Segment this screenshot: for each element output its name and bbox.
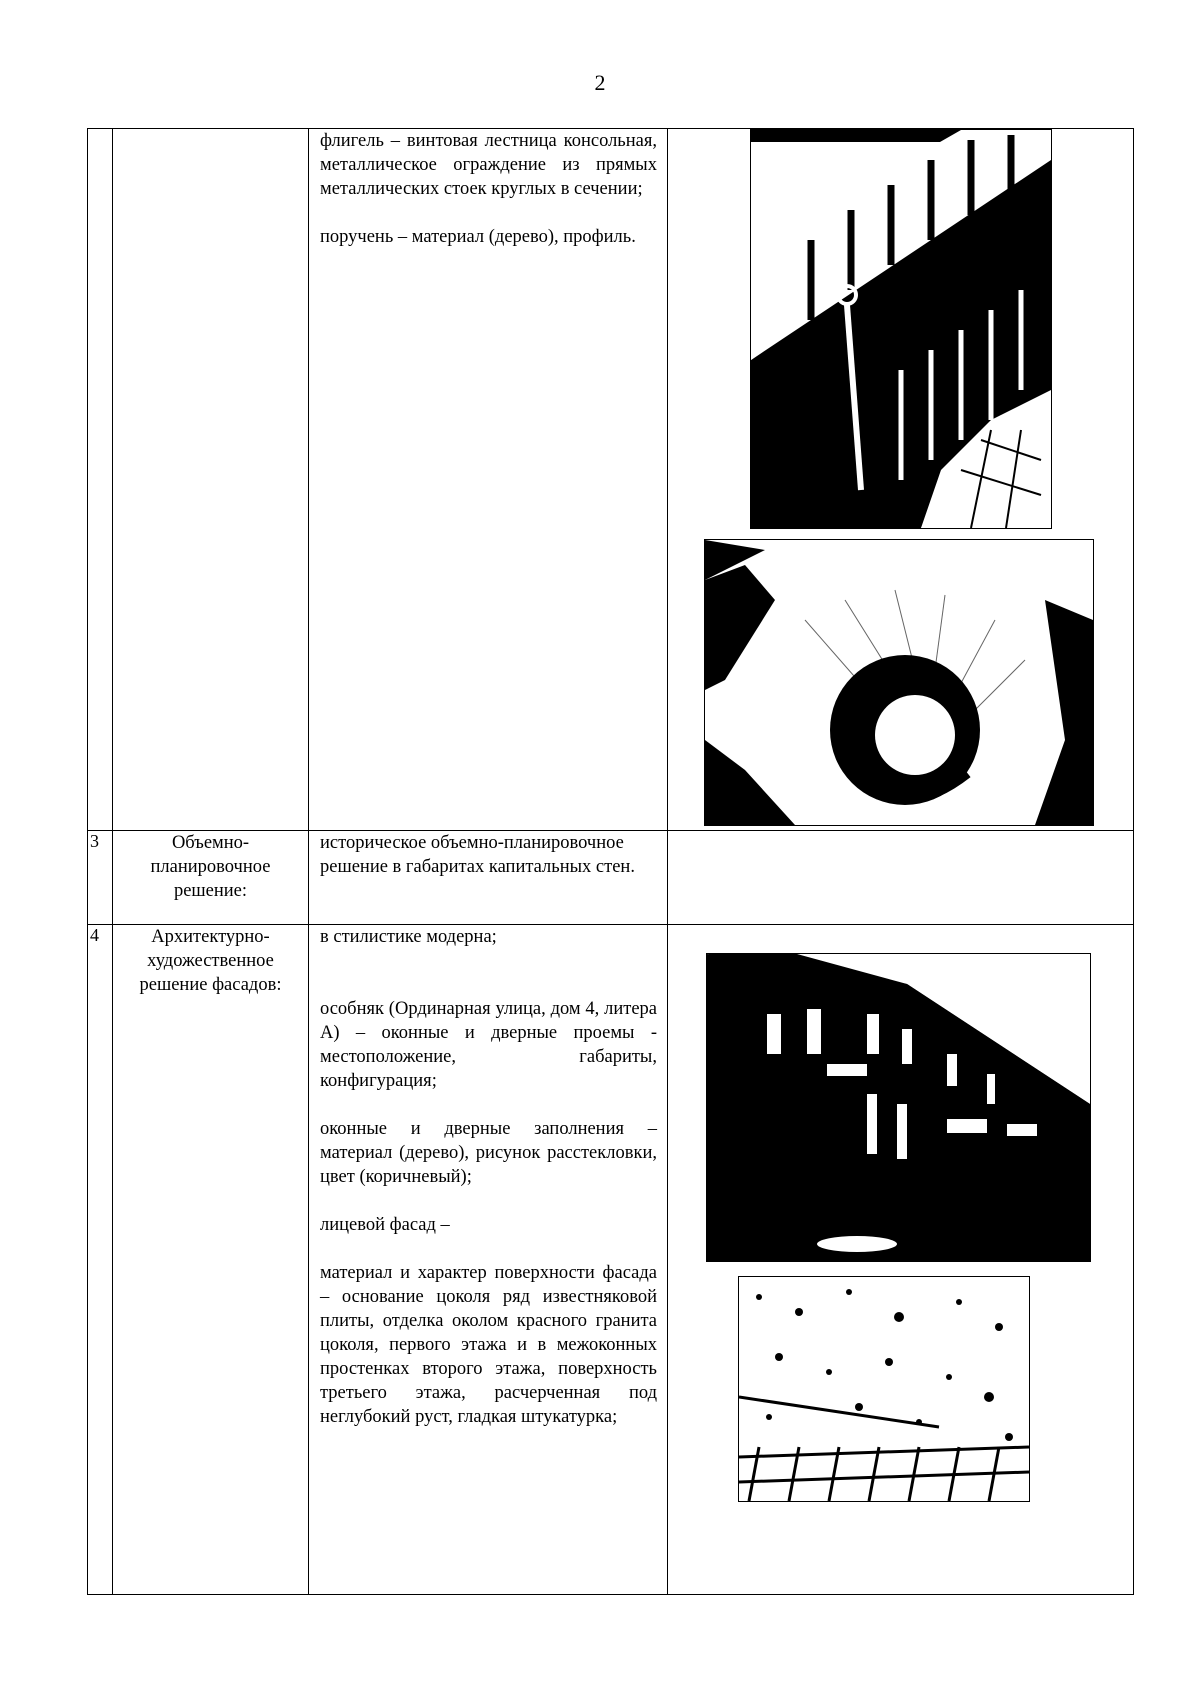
row-number: 4: [88, 925, 113, 1595]
table-row: [88, 831, 1134, 925]
row-description: [309, 831, 668, 925]
page-number: 2: [594, 70, 606, 95]
paragraph: флигель – винтовая лестница консольная, металлическое ограждение из прямых металлических стоек круглых в сечении;: [320, 131, 657, 199]
paragraph: материал и характер поверхности фасада – основание цоколя ряд известняковой плиты, отделка околом красного гранита цоколя, первого этажа и в межоконных простенках второго этажа, поверхность третьего этажа, расчерченная под неглубокий руст, гладкая штукатурка;: [320, 1263, 657, 1427]
row-name: Архитектурно-художественное решение фасадов:: [113, 925, 309, 1595]
row-photos: [668, 831, 1134, 925]
row-description: [309, 925, 668, 1595]
row-number: 3: [88, 831, 113, 925]
paragraph: историческое объемно-планировочное решение в габаритах капитальных стен.: [320, 833, 635, 877]
row-name: Объемно-планировочное решение:: [113, 831, 309, 925]
properties-table: [87, 128, 1134, 1595]
staircase-railing-photo: [750, 129, 1052, 529]
paragraph: в стилистике модерна;: [320, 927, 497, 947]
table-row: [88, 129, 1134, 831]
paragraph: лицевой фасад –: [320, 1215, 450, 1235]
paragraph: оконные и дверные заполнения – материал (дерево), рисунок расстекловки, цвет (коричневый);: [320, 1119, 657, 1187]
row-photos: [668, 129, 1134, 831]
spiral-staircase-photo: [704, 539, 1094, 826]
row-description: [309, 129, 668, 831]
row-photos: [668, 925, 1134, 1595]
paragraph: особняк (Ординарная улица, дом 4, литера А) – оконные и дверные проемы - местоположение, габариты, конфигурация;: [320, 999, 657, 1091]
table-row: [88, 925, 1134, 1595]
building-facade-photo: [706, 953, 1091, 1262]
row-number: [88, 129, 113, 831]
row-name: [113, 129, 309, 831]
paragraph: поручень – материал (дерево), профиль.: [320, 227, 636, 247]
stone-surface-photo: [738, 1276, 1030, 1502]
